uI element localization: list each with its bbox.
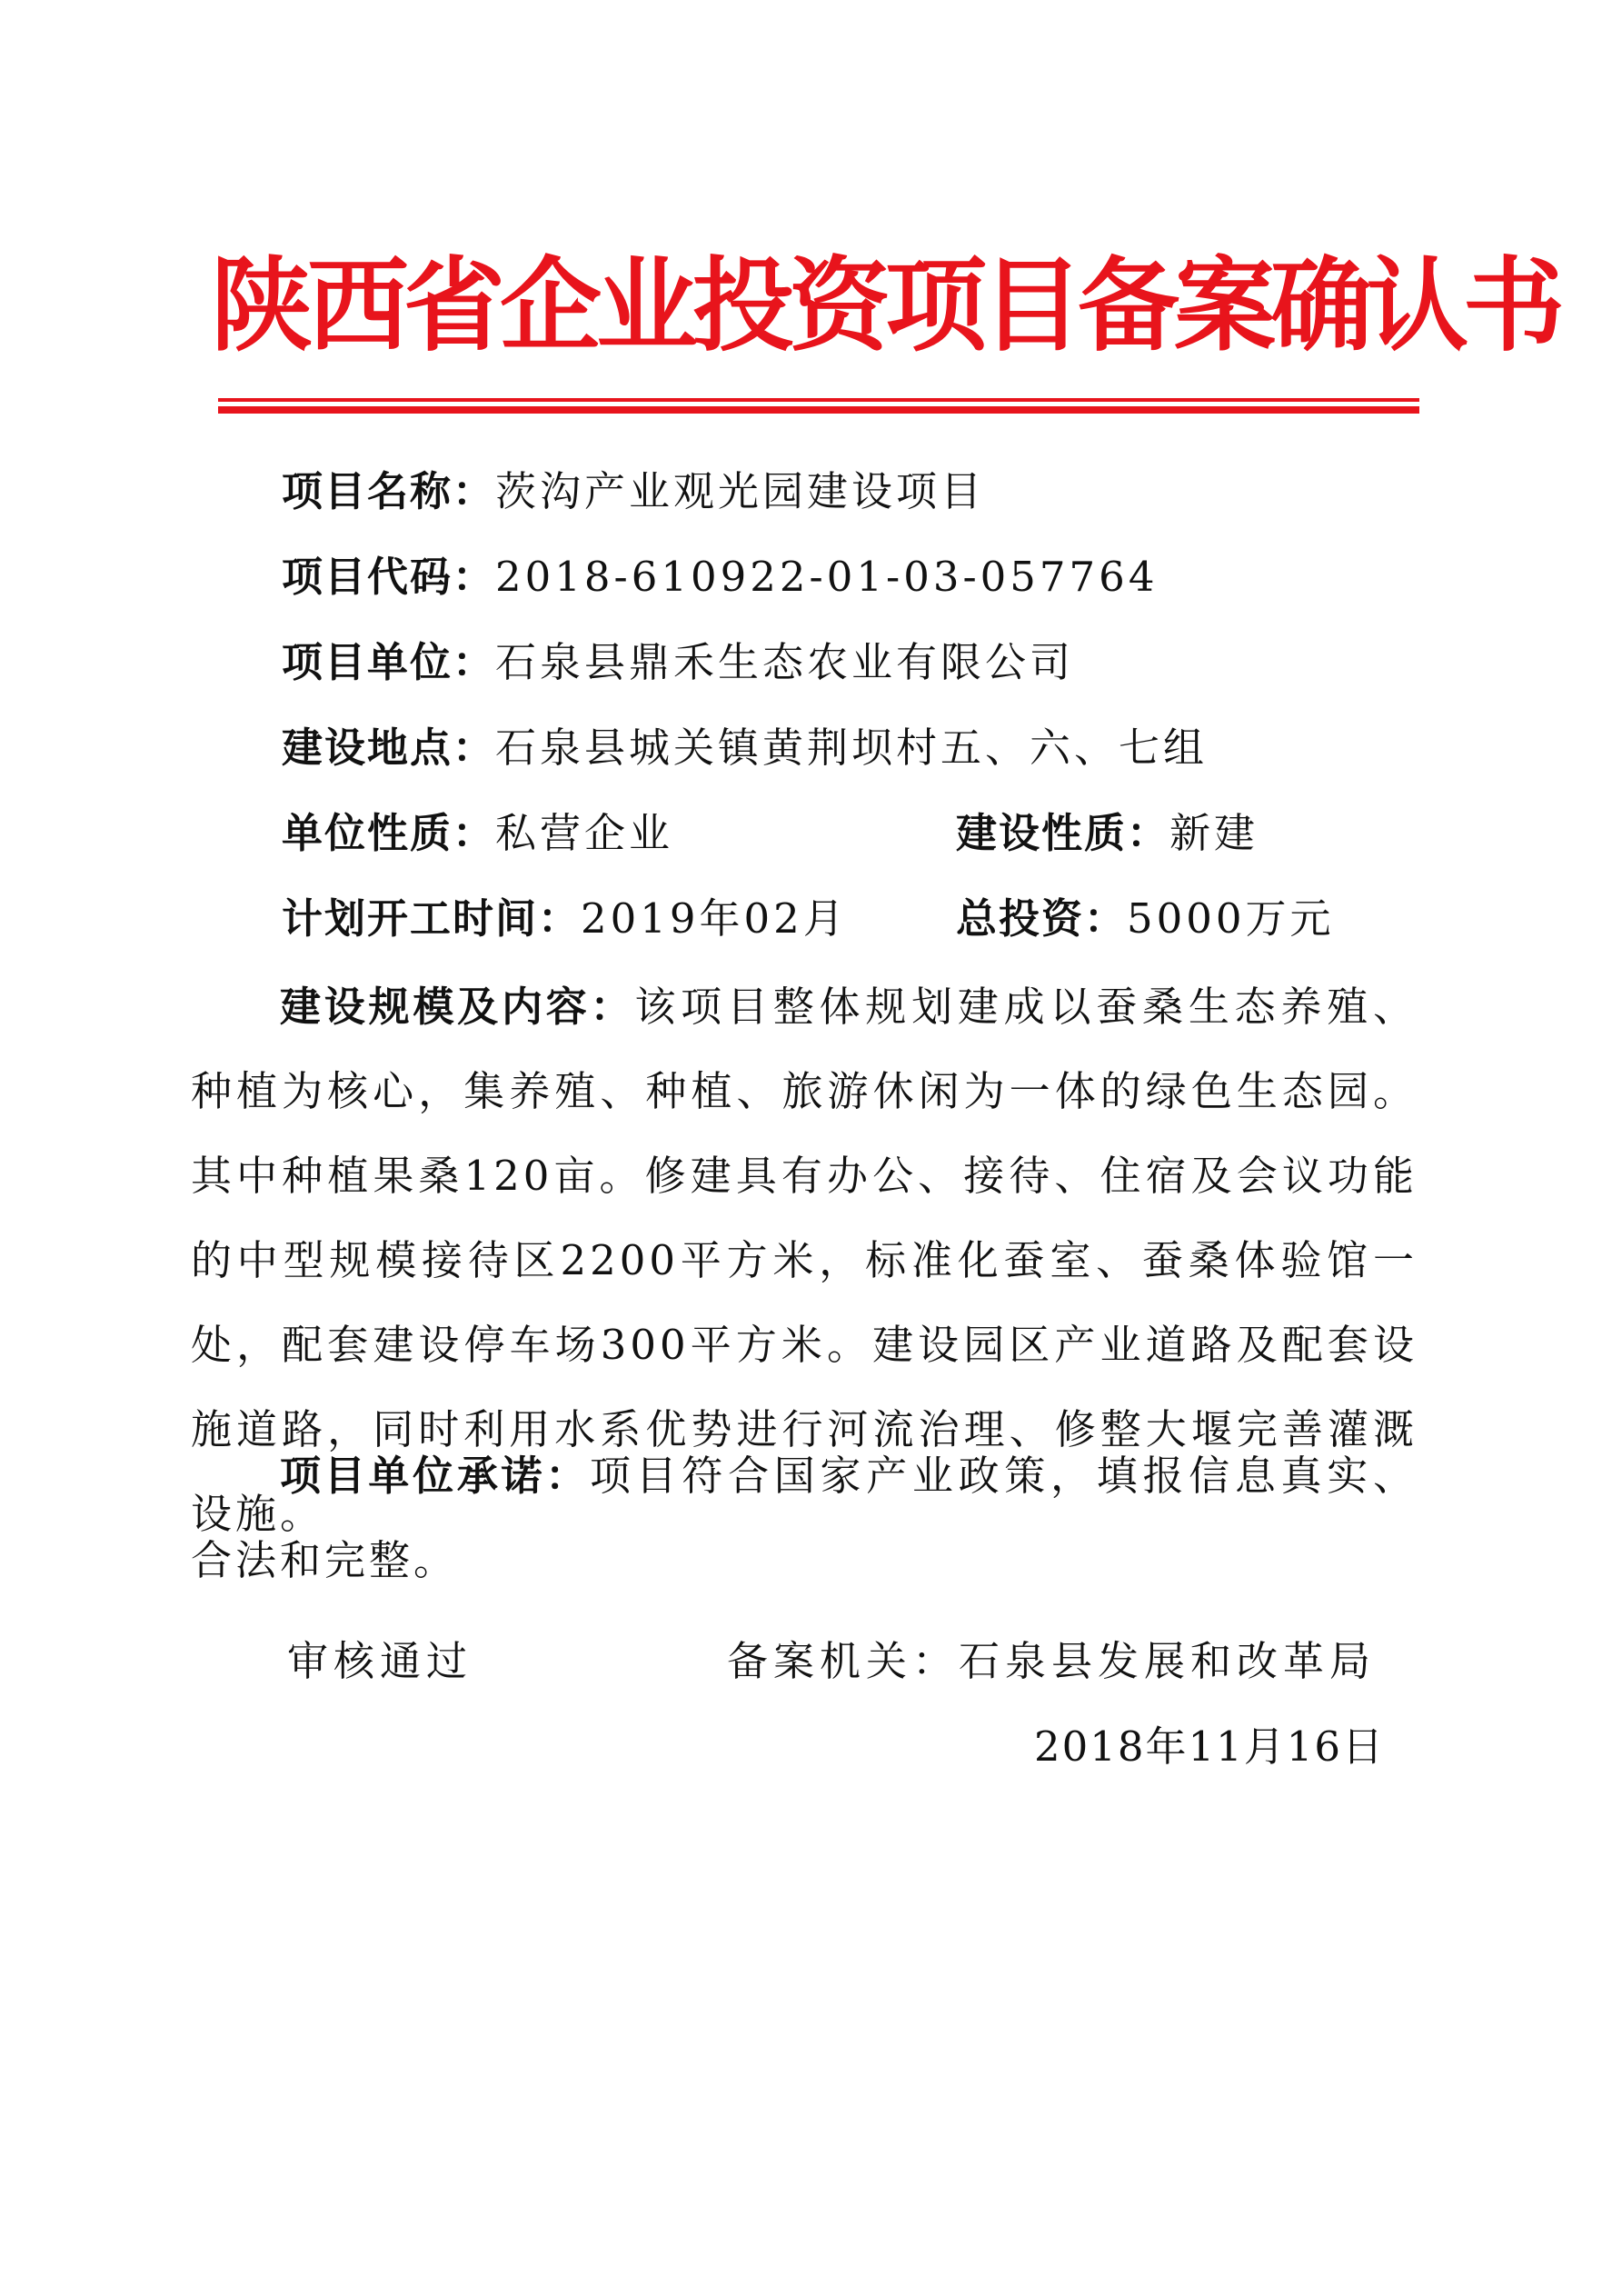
- approval-status: 审核通过: [287, 1637, 473, 1685]
- field-construction-site: [282, 716, 1208, 780]
- commitment-text: 项目符合国家产业政策，填报信息真实、合法和完整。: [191, 1452, 1418, 1584]
- field-project-code: [282, 545, 1158, 609]
- field-value: 新建: [1169, 809, 1259, 857]
- field-value: 2018-610922-01-03-057764: [495, 553, 1159, 601]
- field-label: 单位性质：: [282, 809, 496, 857]
- field-label: 总投资：: [956, 894, 1128, 943]
- title-divider-thick: [218, 406, 1419, 414]
- field-value: 石泉县鼎禾生态农业有限公司: [495, 638, 1075, 686]
- field-value: 石泉县城关镇黄荆坝村五、六、七组: [495, 724, 1209, 772]
- title-divider-thin: [218, 398, 1419, 402]
- field-start-time: [282, 887, 848, 951]
- field-label: 项目单位：: [282, 638, 496, 686]
- scale-label: 建设规模及内容：: [280, 983, 635, 1031]
- document-title: 陕西省企业投资项目备案确认书: [211, 246, 1559, 365]
- field-build-nature: [956, 802, 1259, 865]
- issue-date: 2018年11月16日: [1034, 1722, 1386, 1771]
- field-label: 项目代码：: [282, 553, 496, 601]
- field-project-name: [282, 460, 985, 524]
- field-total-investment: [956, 887, 1335, 951]
- commitment-paragraph: [191, 1433, 1418, 1602]
- field-label: 建设性质：: [956, 809, 1170, 857]
- commitment-label: 项目单位承诺：: [280, 1452, 590, 1500]
- field-label: 项目名称：: [282, 467, 496, 515]
- field-value: 茨沟产业观光园建设项目: [495, 467, 986, 515]
- field-value: 5000万元: [1127, 894, 1335, 943]
- filing-authority: 备案机关：石泉县发展和改革局: [727, 1637, 1377, 1685]
- field-value: 私营企业: [495, 809, 674, 857]
- scale-text: 该项目整体规划建成以蚕桑生态养殖、种植为核心，集养殖、种植、旅游休闲为一体的绿色生态园。其中种植果桑120亩。修建具有办公、接待、住宿及会议功能的中型规模接待区2200平方米，标准化蚕室、蚕桑体验馆一处，配套建设停车场300平方米。建设园区产业道路及配套设施道路，同时利用水系优势进行河流治理、修整大堰完善灌溉设施。: [191, 983, 1418, 1538]
- field-label: 计划开工时间：: [282, 894, 582, 943]
- field-project-unit: [282, 631, 1074, 694]
- field-unit-nature: [282, 802, 673, 865]
- field-label: 建设地点：: [282, 724, 496, 772]
- field-value: 2019年02月: [581, 894, 848, 943]
